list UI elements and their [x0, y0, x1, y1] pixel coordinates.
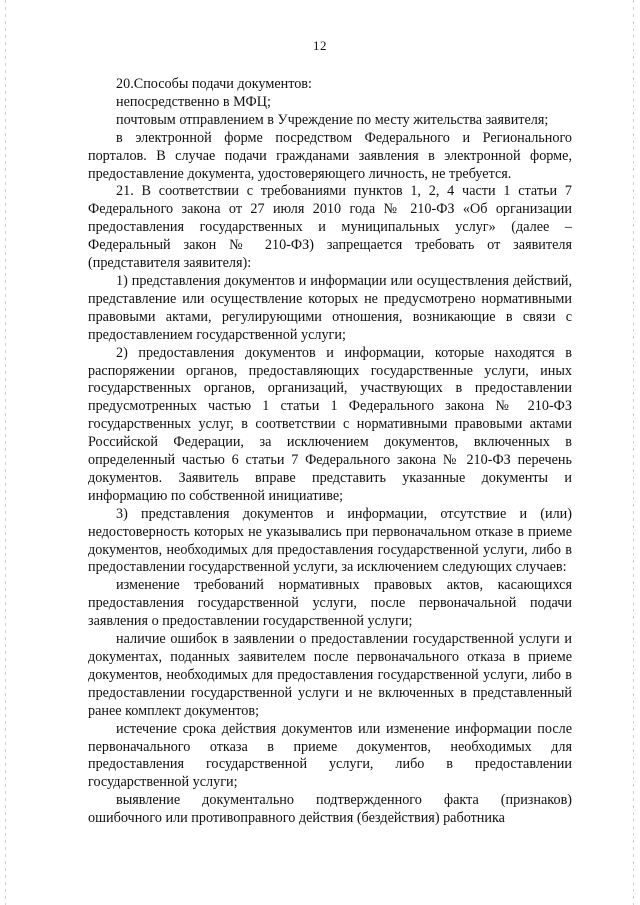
paragraph-submission-methods: 20.Способы подачи документов: — [116, 76, 312, 92]
paragraph-case-expiry: истечение срока действия документов или изменение информации после первоначального отказа в приеме документов, необходимых для предоставления государственной услуги, либо в предоставлении государственной услуги; — [88, 720, 572, 791]
page-number: 12 — [313, 38, 327, 53]
document-body — [88, 76, 572, 828]
scan-edge-right — [633, 0, 634, 905]
paragraph-mfc-direct: непосредственно в МФЦ; — [116, 93, 271, 110]
scan-edge-left — [5, 0, 6, 905]
paragraph-case-wrongdoing: выявление документально подтвержденного факта (признаков) ошибочного или противоправного действия (бездействия) работника — [88, 792, 572, 827]
paragraph-electronic: в электронной форме посредством Федерального и Регионального порталов. В случае подачи гражданами заявления в электронной форме, предоставление документа, удостоверяющего личность, не требуется. — [88, 129, 572, 182]
paragraph-21-prohibitions: 21. В соответствии с требованиями пунктов 1, 2, 4 части 1 статьи 7 Федерального закона от 27 июля 2010 года № 210-ФЗ «Об организации предоставления государственных и муниципальных услуг» (далее – Федеральный закон № 210-ФЗ) запрещается требовать от заявителя (представителя заявителя): — [88, 183, 572, 272]
paragraph-case-errors: наличие ошибок в заявлении о предоставлении государственной услуги и документах, поданных заявителем после первоначального отказа в приеме документов, необходимых для предоставления государственной услуги, либо в предоставлении государственной услуги и не включенных в представленный ранее комплект документов; — [88, 631, 572, 719]
paragraph-case-requirements-change: изменение требований нормативных правовых актов, касающихся предоставления государственной услуги, после первоначальной подачи заявления о предоставлении государственной услуги; — [88, 577, 572, 630]
paragraph-item-1: 1) представления документов и информации или осуществления действий, представление или осуществление которых не предусмотрено нормативными правовыми актами, регулирующими отношения, возникающие в связи с предоставлением государственной услуги; — [88, 272, 572, 343]
paragraph-item-2: 2) предоставления документов и информации, которые находятся в распоряжении органов, предоставляющих государственные услуги, иных государственных органов, организаций, участвующих в предоставлении предусмотренных частью 1 статьи 1 Федерального закона № 210-ФЗ государственных услуг, в соответствии с нормативными правовыми актами Российской Федерации, за исключением документов, включенных в определенный частью 6 статьи 7 Федерального закона № 210-ФЗ перечень документов. Заявитель вправе представить указанные документы и информацию по собственной инициативе; — [88, 344, 572, 504]
paragraph-postal: почтовым отправлением в Учреждение по месту жительства заявителя; — [116, 111, 549, 128]
paragraph-item-3: 3) представления документов и информации, отсутствие и (или) недостоверность которых не указывались при первоначальном отказе в приеме документов, необходимых для предоставления государственной услуги, либо в предоставлении государственной услуги, за исключением следующих случаев: — [88, 505, 572, 576]
